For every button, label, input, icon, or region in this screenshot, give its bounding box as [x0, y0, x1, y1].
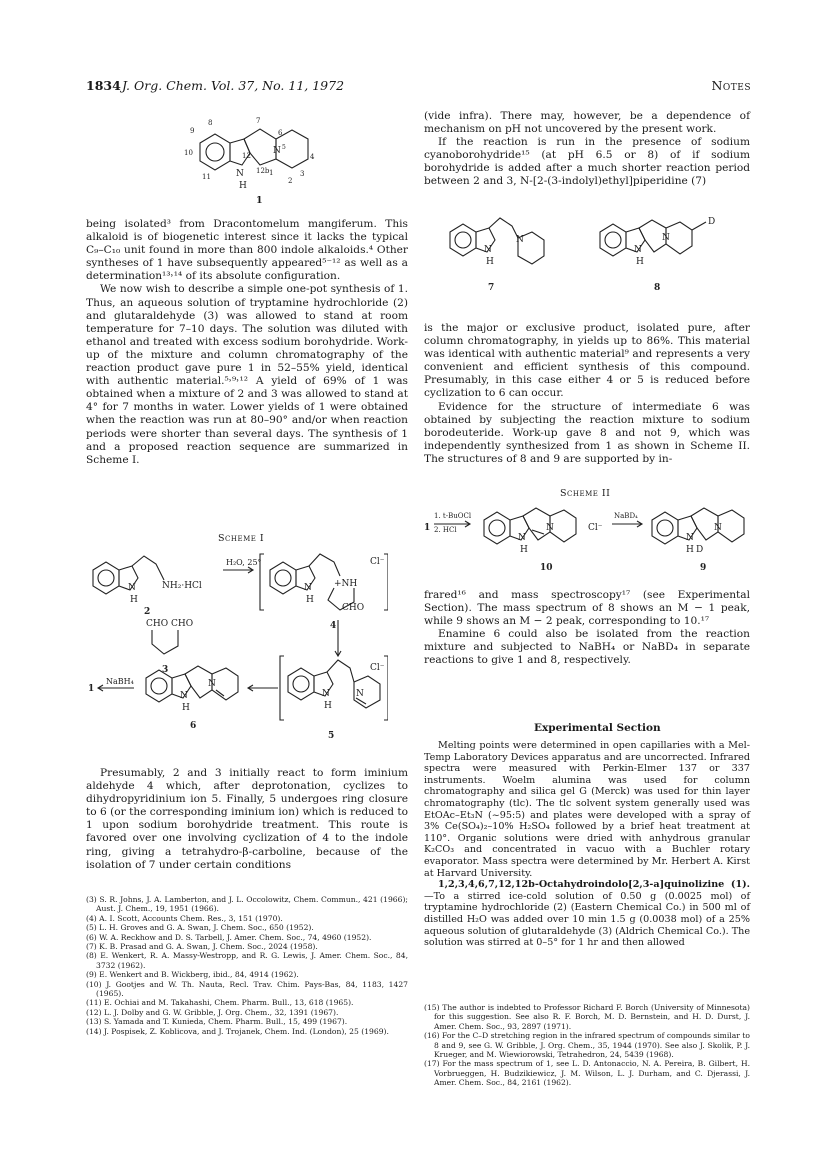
atom-N: N	[208, 679, 216, 689]
scheme-1	[88, 548, 388, 758]
page-header	[86, 78, 751, 96]
atom-H: H	[324, 701, 332, 711]
footnote: (12) L. J. Dolby and G. W. Gribble, J. Org. Chem., 32, 1391 (1967).	[86, 1007, 339, 1017]
right-footnotes	[424, 1003, 750, 1088]
label-cho: CHO	[342, 603, 365, 613]
atom-H: H	[636, 257, 644, 267]
compound-label-1: 1	[88, 684, 95, 694]
footnote: (4) A. I. Scott, Accounts Chem. Res., 3, 151 (1970).	[86, 913, 283, 923]
paragraph: frared¹⁶ and mass spectroscopy¹⁷ (see Experimental Section). The mass spectrum of 8 shows an M − 1 peak, while 9 shows an M − 2 peak, corresponding to 10.¹⁷	[424, 589, 750, 628]
footnote: (13) S. Yamada and T. Kunieda, Chem. Pharm. Bull., 15, 499 (1967).	[86, 1017, 348, 1027]
label-cl: Cl⁻	[370, 663, 385, 673]
footnote: (7) K. B. Prasad and G. A. Swan, J. Chem. Soc., 2024 (1958).	[86, 942, 318, 952]
paragraph: (vide infra). There may, however, be a dependence of mechanism on pH not uncovered by the present work.	[424, 110, 750, 136]
left-column-mechanism	[86, 767, 408, 872]
journal-citation: J. Org. Chem. Vol. 37, No. 11, 1972	[122, 78, 345, 93]
footnote: (14) J. Pospisek, Z. Koblicova, and J. Trojanek, Chem. Ind. (London), 25 (1969).	[86, 1026, 389, 1036]
left-footnotes	[86, 895, 408, 1036]
compound-label-8: 8	[654, 283, 661, 293]
atom-H-12: H	[239, 181, 247, 191]
atom-D: D	[708, 217, 716, 227]
label-cl: Cl⁻	[588, 523, 603, 533]
atom-D: D	[696, 545, 704, 555]
atom-N: N	[516, 235, 524, 245]
footnote: (9) E. Wenkert and B. Wickberg, ibid., 84, 4914 (1962).	[86, 970, 299, 980]
paragraph: is the major or exclusive product, isolated pure, after column chromatography, in yields up to 86%. This material was identical with authentic material⁹ and represents a very convenient and efficient synthesis of this compound. Presumably, in this case either 4 or 5 is reduced before cyclization to 6 can occur.	[424, 322, 750, 400]
atom-N-5: N	[273, 146, 281, 156]
scheme-2-title: Scheme II	[560, 488, 611, 499]
atom-H: H	[306, 595, 314, 605]
label-nh2hcl: NH₂·HCl	[162, 581, 202, 591]
atom-H: H	[520, 545, 528, 555]
atom-number-12: 12	[242, 152, 251, 160]
atom-number-9: 9	[190, 127, 195, 135]
paragraph: being isolated³ from Dracontomelum mangiferum. This alkaloid is of biogenetic interest since it lacks the typical C₉–C₁₀ unit found in more than 800 indole alkaloids.⁴ Other syntheses of 1 have subsequently appeared⁵⁻¹² as well as a determination¹³˒¹⁴ of its absolute configuration.	[86, 218, 408, 283]
paragraph	[424, 879, 750, 949]
footnote: (10) J. Gootjes and W. Th. Nauta, Recl. Trav. Chim. Pays-Bas, 84, 1183, 1427 (1965).	[86, 979, 408, 999]
label-nh-plus: +NH	[334, 579, 358, 589]
footnote: (11) E. Ochiai and M. Takahashi, Chem. Pharm. Bull., 13, 618 (1965).	[86, 998, 354, 1008]
atom-N-12: N	[236, 169, 244, 179]
atom-N: N	[484, 245, 492, 255]
compound-label-3: 3	[162, 665, 169, 675]
procedure-text: —To a stirred ice-cold solution of 0.50 g (0.0025 mol) of tryptamine hydrochloride (2) (Eastern Chemical Co.) in 500 ml of distilled H₂O was added over 10 min 1.5 g (0.0038 mol) of a 25% aqueous solution of glutaraldehyde (3) (Aldrich Chemical Co.). The solution was stirred at 0–5° for 1 hr and then allowed	[424, 890, 750, 949]
section-label: Notes	[711, 78, 751, 93]
atom-number-11: 11	[202, 173, 211, 181]
footnote: (6) W. A. Reckhow and D. S. Tarbell, J. Amer. Chem. Soc., 74, 4960 (1952).	[86, 932, 372, 942]
reagent-h2o: H₂O, 25°	[226, 558, 262, 567]
compound-label-5: 5	[328, 731, 335, 741]
atom-number-2: 2	[288, 177, 293, 185]
atom-N: N	[128, 583, 136, 593]
reagent-nabh4: NaBH₄	[106, 677, 134, 686]
paragraph: Presumably, 2 and 3 initially react to form iminium aldehyde 4 which, after deprotonation, cyclizes to dihydropyridinium ion 5. Finally, 5 undergoes ring closure to 6 (or the corresponding iminium ion) which is reduced to 1 upon sodium borohydride treatment. This route is favored over one involving cyclization of 4 to the indole ring, giving a tetrahydro-β-carboline, because of the isolation of 7 under certain conditions	[86, 767, 408, 871]
atom-N: N	[634, 245, 642, 255]
atom-N: N	[518, 533, 526, 543]
atom-N: N	[662, 233, 670, 243]
scheme-2	[424, 500, 754, 580]
atom-number-8: 8	[208, 119, 213, 127]
label-cho-cho: CHO CHO	[146, 619, 194, 629]
footnote: (3) S. R. Johns, J. A. Lamberton, and J. L. Occolowitz, Chem. Commun., 421 (1966); Aust. J. Chem., 19, 1951 (1966).	[86, 895, 408, 914]
paragraph: Evidence for the structure of intermediate 6 was obtained by subjecting the reaction mixture to sodium borodeuteride. Work-up gave 8 and not 9, which was independently synthesized from 1 as shown in Scheme II. The structures of 8 and 9 are supported by in-	[424, 400, 750, 465]
right-column-top	[424, 110, 750, 189]
right-column-middle	[424, 322, 750, 466]
compound-label-1: 1	[424, 523, 431, 533]
compound-label-4: 4	[330, 621, 337, 631]
atom-number-10: 10	[184, 149, 193, 157]
paragraph: Enamine 6 could also be isolated from the reaction mixture and subjected to NaBH₄ or NaBD₄ in separate reactions to give 1 and 8, respectively.	[424, 628, 750, 667]
reagent-nabd4: NaBD₄	[614, 512, 638, 520]
structure-1	[170, 103, 370, 203]
label-cl: Cl⁻	[370, 557, 385, 567]
atom-N-plus: N	[546, 523, 554, 533]
page-number: 1834	[86, 78, 121, 93]
right-column-spectra	[424, 589, 750, 668]
experimental-text	[424, 740, 750, 949]
atom-N: N	[686, 533, 694, 543]
atom-N: N	[304, 583, 312, 593]
structures-7-8	[440, 210, 760, 300]
atom-number-4: 4	[310, 153, 315, 161]
atom-N: N	[180, 691, 188, 701]
atom-N-plus: N	[356, 689, 364, 699]
compound-label-2: 2	[144, 607, 151, 617]
compound-label-1: 1	[256, 195, 263, 206]
experimental-heading: Experimental Section	[534, 722, 661, 734]
atom-number-3: 3	[300, 170, 305, 178]
footnote: (15) The author is indebted to Professor Richard F. Borch (University of Minnesota) for this suggestion. See also R. F. Borch, M. D. Bernstein, and H. D. Durst, J. Amer. Chem. Soc., 93, 2897 (1971).	[424, 1003, 750, 1031]
footnote: (17) For the mass spectrum of 1, see L. D. Antonaccio, N. A. Pereira, B. Gilbert, H. Vorbrueggen, H. Budzikiewicz, J. M. Wilson, L. J. Durham, and C. Djerassi, J. Amer. Chem. Soc., 84, 2161 (1962).	[424, 1059, 750, 1088]
footnote: (5) L. H. Groves and G. A. Swan, J. Chem. Soc., 650 (1952).	[86, 923, 314, 933]
footnote: (16) For the C–D stretching region in the infrared spectrum of compounds similar to 8 and 9, see G. W. Gribble, J. Org. Chem., 35, 1944 (1970). See also J. Skolik, P. J. Krueger, and M. Wiewiorowski, Tetrahedron, 24, 5439 (1968).	[424, 1031, 750, 1060]
scheme-1-title: Scheme I	[218, 533, 265, 544]
atom-N: N	[322, 689, 330, 699]
procedure-title: 1,2,3,4,6,7,12,12b-Octahydroindolo[2,3-a]quinolizine (1).	[438, 879, 750, 891]
atom-H: H	[486, 257, 494, 267]
left-column-intro	[86, 218, 408, 467]
reagent-tbuocl: 1. t-BuOCl	[434, 512, 472, 520]
atom-number-1: 1	[269, 169, 274, 177]
reagent-hcl: 2. HCl	[434, 526, 457, 534]
atom-number-6: 6	[278, 129, 283, 137]
atom-H: H	[130, 595, 138, 605]
atom-H: H	[182, 703, 190, 713]
compound-label-9: 9	[700, 563, 707, 573]
paragraph: Melting points were determined in open capillaries with a Mel-Temp Laboratory Devices apparatus and are uncorrected. Infrared spectra were measured with Perkin-Elmer 137 or 337 instruments. Woelm alumina was used for column chromatography and silica gel G (Merck) was used for thin layer chromatography (tlc). The tlc solvent system generally used was EtOAc–Et₃N (~95:5) and plates were developed with a spray of 3% Ce(SO₄)₂–10% H₂SO₄ followed by a brief heat treatment at 110°. Organic solutions were dried with anhydrous granular K₂CO₃ and concentrated in vacuo with a Buchler rotary evaporator. Mass spectra were determined by Mr. Herbert A. Kirst at Harvard University.	[424, 740, 750, 879]
compound-label-6: 6	[190, 721, 197, 731]
atom-N: N	[714, 523, 722, 533]
footnote: (8) E. Wenkert, R. A. Massy-Westropp, and R. G. Lewis, J. Amer. Chem. Soc., 84, 3732 (1962).	[86, 951, 408, 970]
atom-number-12b: 12b	[256, 167, 270, 175]
compound-label-10: 10	[540, 563, 553, 573]
atom-number-7: 7	[256, 117, 261, 125]
atom-number-5: 5	[282, 144, 286, 151]
atom-H: H	[686, 545, 694, 555]
paragraph: If the reaction is run in the presence of sodium cyanoborohydride¹⁵ (at pH 6.5 or 8) of if sodium borohydride is added after a much shorter reaction period between 2 and 3, N-[2-(3-indolyl)ethyl]piperidine (7)	[424, 136, 750, 188]
paragraph: We now wish to describe a simple one-pot synthesis of 1. Thus, an aqueous solution of tryptamine hydrochloride (2) and glutaraldehyde (3) was allowed to stand at room temperature for 7–10 days. The solution was diluted with ethanol and treated with excess sodium borohydride. Work-up of the mixture and column chromatography of the reaction product gave pure 1 in 52–55% yield, identical with authentic material.⁵˒⁹˒¹² A yield of 69% of 1 was obtained when a mixture of 2 and 3 was allowed to stand at 4° for 7 months in water. Lower yields of 1 were obtained when the reaction was run at 80–90° and/or when reaction periods were shorter than several days. The synthesis of 1 and a proposed reaction sequence are summarized in Scheme I.	[86, 283, 408, 466]
compound-label-7: 7	[488, 283, 495, 293]
